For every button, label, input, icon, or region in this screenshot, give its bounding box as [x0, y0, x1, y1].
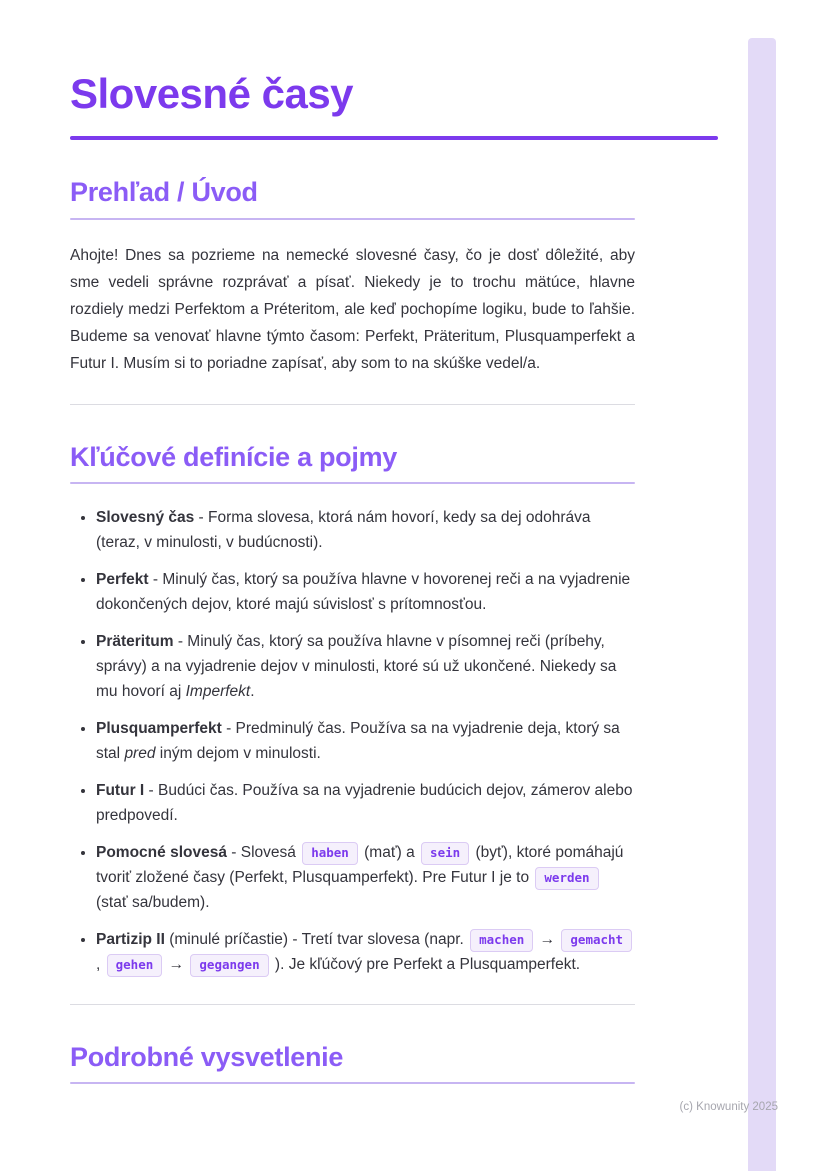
definition-text-segment: Futur I — [96, 782, 145, 800]
definition-text-segment: - Budúci čas. Používa sa na vyjadrenie budúcich dejov, zámerov alebo predpovedí. — [96, 782, 633, 825]
definition-text-segment: → — [535, 931, 560, 949]
section-heading-definitions: Kľúčové definície a pojmy — [70, 441, 397, 472]
definition-text-segment: iným dejom v minulosti. — [155, 745, 321, 763]
decorative-side-stripe — [748, 38, 776, 1171]
copyright-notice: (c) Knowunity 2025 — [679, 1101, 778, 1113]
section-details — [70, 1041, 635, 1084]
definition-item — [96, 629, 635, 704]
definitions-list — [70, 505, 635, 977]
definition-text-segment: (byť), ktoré pomáhajú tvoriť zložené časy (Perfekt, Plusquamperfekt). Pre Futur I je to — [96, 844, 624, 887]
code-chip: gemacht — [561, 929, 632, 952]
definition-text-segment: , — [96, 956, 105, 974]
heading-underline — [70, 1082, 635, 1084]
title-divider — [70, 136, 718, 140]
code-chip: haben — [302, 842, 358, 865]
definition-text-segment: - Minulý čas, ktorý sa používa hlavne v písomnej reči (príbehy, správy) a na vyjadrenie dejov v minulosti, ktoré sú už ukončené. Niekedy sa mu hovorí aj — [96, 633, 617, 701]
document-content — [70, 0, 635, 1084]
definition-text-segment: Plusquamperfekt — [96, 720, 222, 738]
definition-text-segment: Präteritum — [96, 633, 174, 651]
section-divider — [70, 404, 635, 405]
definition-text-segment: → — [164, 956, 189, 974]
definition-text-segment: Slovesný čas — [96, 509, 195, 527]
definition-text-segment: ). Je kľúčový pre Perfekt a Plusquamperfekt. — [270, 956, 581, 974]
code-chip: werden — [535, 867, 598, 890]
definition-item — [96, 567, 635, 617]
definition-text-segment: - Predminulý čas. Používa sa na vyjadrenie deja, ktorý sa stal — [96, 720, 620, 763]
code-chip: machen — [470, 929, 533, 952]
definition-item — [96, 505, 635, 555]
page-title: Slovesné časy — [70, 70, 354, 117]
definition-item — [96, 716, 635, 766]
definition-text-segment: Pomocné slovesá — [96, 844, 227, 862]
definition-text-segment: (stať sa/budem). — [96, 894, 210, 912]
definition-text-segment: - Slovesá — [226, 844, 301, 862]
definition-text-segment: - Forma slovesa, ktorá nám hovorí, kedy sa dej odohráva (teraz, v minulosti, v budúcnosti). — [96, 509, 591, 552]
definition-text-segment: Partizip II — [96, 931, 165, 949]
definition-text-segment: Imperfekt — [185, 683, 251, 701]
section-divider — [70, 1004, 635, 1005]
section-heading-details: Podrobné vysvetlenie — [70, 1042, 344, 1073]
code-chip: gegangen — [190, 954, 268, 977]
section-definitions — [70, 441, 635, 977]
heading-underline — [70, 482, 635, 484]
overview-paragraph: Ahojte! Dnes sa pozrieme na nemecké slovesné časy, čo je dosť dôležité, aby sme vedeli správne rozprávať a písať. Niekedy je to trochu mätúce, hlavne rozdiely medzi Perfektom a Préteritom, ale keď pochopíme logiku, bude to ľahšie. Budeme sa venovať hlavne týmto časom: Perfekt, Präteritum, Plusquamperfekt a Futur I. Musím si to poriadne zapísať, aby som to na skúške vedel/a. — [70, 246, 635, 372]
definition-item — [96, 840, 635, 915]
definition-text-segment: pred — [124, 745, 156, 763]
section-overview — [70, 176, 635, 376]
definition-text-segment: . — [250, 683, 255, 701]
code-chip: gehen — [107, 954, 163, 977]
definition-item — [96, 778, 635, 828]
code-chip: sein — [421, 842, 469, 865]
section-heading-overview: Prehľad / Úvod — [70, 177, 258, 208]
definition-text-segment: - Minulý čas, ktorý sa používa hlavne v hovorenej reči a na vyjadrenie dokončených dejov, ktoré majú súvislosť s prítomnosťou. — [96, 571, 631, 614]
definition-text-segment: (minulé príčastie) - Tretí tvar slovesa (napr. — [164, 931, 469, 949]
definition-item — [96, 927, 635, 977]
definition-text-segment: (mať) a — [359, 844, 420, 862]
definition-text-segment: Perfekt — [96, 571, 149, 589]
heading-underline — [70, 218, 635, 220]
